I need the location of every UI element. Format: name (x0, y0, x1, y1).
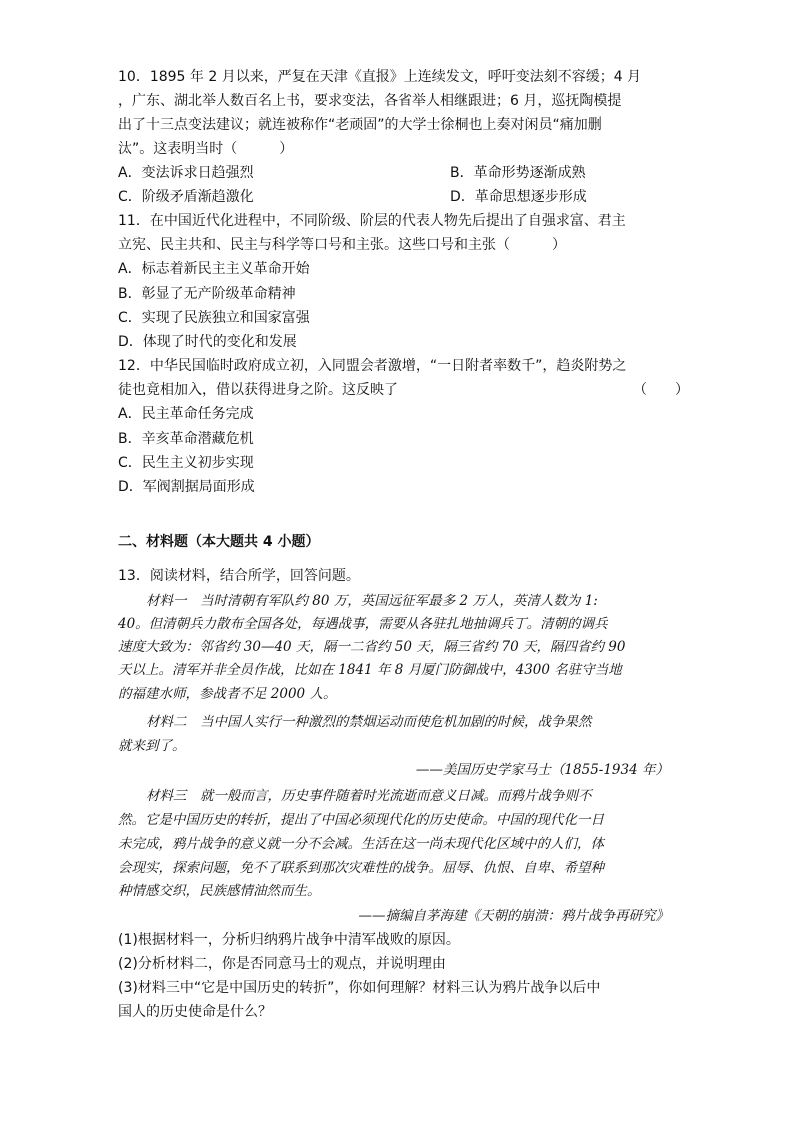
q11-stem-line: 11．在中国近代化进程中，不同阶级、阶层的代表人物先后提出了自强求富、君主 (118, 213, 626, 229)
material1-line: 天以上。清军并非全员作战，比如在 1841 年 8 月厦门防御战中，4300 名驻守当地 (118, 662, 622, 678)
section-heading: 二、材料题（本大题共 4 小题） (118, 534, 320, 550)
q12-stem-line: 12．中华民国临时政府成立初，入同盟会者激增，“一日附者率数千”，趋炎附势之 (118, 358, 627, 374)
material2-line: 材料二 当中国人实行一种激烈的禁烟运动而使危机加剧的时候，战争果然 (146, 714, 592, 730)
q13-subquestion-3: (3)材料三中“它是中国历史的转折”，你如何理解？材料三认为鸦片战争以后中 (118, 980, 601, 996)
material1-line: 的福建水师，参战者不足 2000 人。 (118, 686, 337, 702)
material3-line: 材料三 就一般而言，历史事件随着时光流逝而意义日减。而鸦片战争则不 (146, 788, 592, 804)
q11-stem-line: 立宪、民主共和、民主与科学等口号和主张。这些口号和主张（ ） (118, 237, 566, 253)
q10-option-b: B．革命形势逐渐成熟 (450, 165, 586, 181)
q10-stem-line: ，广东、湖北举人数百名上书，要求变法，各省举人相继跟进；6 月，巡抚陶模提 (118, 93, 622, 109)
material3-line: 未完成，鸦片战争的意义就一分不会减。生活在这一尚未现代化区域中的人们，体 (118, 836, 604, 852)
material2-source: ——美国历史学家马士（1855-1934 年） (415, 762, 669, 778)
q13-subquestion-1: (1)根据材料一，分析归纳鸦片战争中清军战败的原因。 (118, 932, 460, 948)
material3-line: 种情感交织，民族感情油然而生。 (118, 883, 321, 899)
material2-line: 就来到了。 (118, 738, 186, 754)
q13-intro: 13．阅读材料，结合所学，回答问题。 (118, 568, 360, 584)
material1-line: 40。但清朝兵力散布全国各处，每遇战事，需要从各驻扎地抽调兵丁。清朝的调兵 (118, 616, 608, 632)
q12-stem-line: 徒也竟相加入，借以获得进身之阶。这反映了 (118, 382, 398, 398)
q12-option-c: C．民生主义初步实现 (118, 455, 254, 471)
q10-stem-line: 出了十三点变法建议；就连被称作“老顽固”的大学士徐桐也上奏对闲员“痛加删 (118, 117, 602, 133)
q10-option-a: A．变法诉求日趋强烈 (118, 165, 254, 181)
q13-subquestion-3-cont: 国人的历史使命是什么？ (118, 1004, 272, 1020)
q12-option-b: B．辛亥革命潜藏危机 (118, 431, 254, 447)
material3-line: 会现实，探索问题，免不了联系到那次灾难性的战争。屈辱、仇恨、自卑、希望种 (118, 860, 604, 876)
q11-option-d: D．体现了时代的变化和发展 (118, 334, 297, 350)
q10-stem-line: 10．1895 年 2 月以来，严复在天津《直报》上连续发文，呼吁变法刻不容缓；4 月 (118, 69, 642, 85)
q12-option-d: D．军阀割据局面形成 (118, 479, 255, 495)
material1-line: 材料一 当时清朝有军队约 80 万，英国远征军最多 2 万人，英清人数为 1: (146, 593, 598, 609)
q10-stem-line: 汰”。这表明当时（ ） (118, 141, 294, 157)
q11-option-b: B．彰显了无产阶级革命精神 (118, 286, 296, 302)
q13-subquestion-2: (2)分析材料二，你是否同意马士的观点，并说明理由 (118, 956, 446, 972)
material3-line: 然。它是中国历史的转折，提出了中国必须现代化的历史使命。中国的现代化一日 (118, 812, 604, 828)
q11-option-a: A．标志着新民主主义革命开始 (118, 261, 310, 277)
q12-option-a: A．民主革命任务完成 (118, 406, 254, 422)
material3-source: ——摘编自茅海建《天朝的崩溃：鸦片战争再研究》 (358, 908, 669, 924)
q10-option-c: C．阶级矛盾渐趋激化 (118, 189, 254, 205)
q11-option-c: C．实现了民族独立和国家富强 (118, 310, 310, 326)
material1-line: 速度大致为：邻省约 30—40 天，隔一二省约 50 天，隔三省约 70 天，隔四省约 90 (118, 639, 626, 655)
q10-option-d: D．革命思想逐步形成 (450, 189, 587, 205)
q12-answer-paren: （ ） (633, 382, 689, 398)
